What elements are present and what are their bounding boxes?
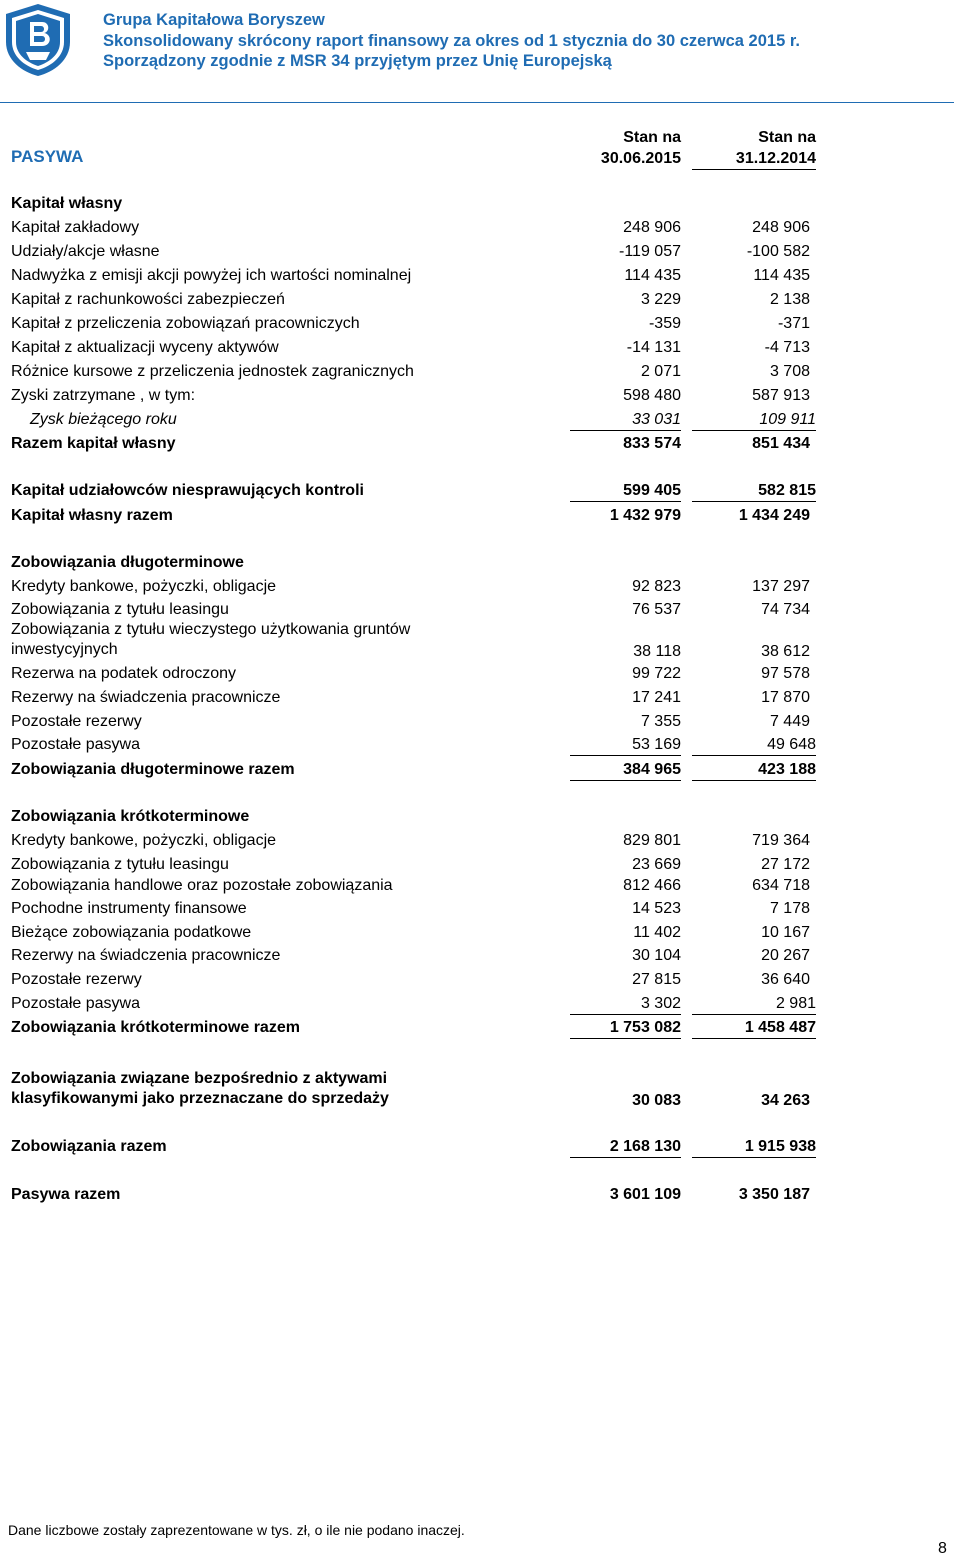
value-30-06-2015: 27 815 [632,971,681,988]
report-title: Skonsolidowany skrócony raport finansowy za okres od 1 stycznia do 30 czerwca 2015 r. [103,31,800,50]
value-30-06-2015: -14 131 [626,339,681,356]
value-31-12-2014: 34 263 [761,1092,810,1109]
row-label: Rezerwa na podatek odroczony [11,665,237,682]
value-30-06-2015: 114 435 [624,267,681,284]
value-30-06-2015: 23 669 [632,856,681,873]
value-31-12-2014: 20 267 [761,947,810,964]
row-label: Zobowiązania z tytułu wieczystego użytkowania gruntów inwestycyjnych [11,621,411,658]
value-31-12-2014: 1 915 938 [692,1137,816,1158]
value-31-12-2014: 423 188 [692,760,816,781]
table-row [0,946,960,968]
value-30-06-2015: 1 432 979 [609,507,681,524]
table-row [0,688,960,710]
table-row [0,855,960,877]
value-31-12-2014: 2 138 [769,291,810,308]
row-label: Zobowiązania z tytułu leasingu [11,601,229,618]
row-label: Rezerwy na świadczenia pracownicze [11,947,281,964]
value-30-06-2015: -359 [648,315,681,332]
row-label: Zobowiązania krótkoterminowe razem [11,1019,300,1036]
column-header-date: 30.06.2015 [600,150,681,167]
table-row [0,970,960,992]
row-label: Kredyty bankowe, pożyczki, obligacje [11,578,277,595]
value-30-06-2015: 17 241 [632,689,681,706]
table-row [0,923,960,945]
value-30-06-2015: -119 057 [619,243,681,260]
value-31-12-2014: 74 734 [761,601,810,618]
table-row [0,620,960,664]
value-31-12-2014: 97 578 [761,665,810,682]
value-30-06-2015: 30 083 [632,1092,681,1109]
value-31-12-2014: -4 713 [764,339,810,356]
row-label: Kredyty bankowe, pożyczki, obligacje [11,832,277,849]
column-header-label: Stan na [758,129,816,146]
row-label: Kapitał z aktualizacji wyceny aktywów [11,339,279,356]
row-label: Zobowiązania razem [11,1138,167,1155]
table-row [0,314,960,336]
value-30-06-2015: 92 823 [632,578,681,595]
table-row [0,362,960,384]
value-31-12-2014: 109 911 [692,410,816,431]
value-31-12-2014: 851 434 [752,435,810,452]
row-label: Udziały/akcje własne [11,243,160,260]
value-30-06-2015: 99 722 [632,665,681,682]
report-standard: Sporządzony zgodnie z MSR 34 przyjętym przez Unię Europejską [103,52,612,70]
value-31-12-2014: 3 708 [769,363,810,380]
row-label: Kapitał własny razem [11,507,173,524]
value-30-06-2015: 38 118 [633,643,681,660]
row-label: Rezerwy na świadczenia pracownicze [11,689,281,706]
table-row [0,218,960,240]
value-31-12-2014: -100 582 [746,243,810,260]
column-header-2015 [563,127,681,169]
row-label: Kapitał własny [11,195,123,212]
value-30-06-2015: 3 601 109 [609,1186,681,1203]
row-label: Pasywa razem [11,1186,121,1203]
table-row [0,1185,960,1207]
value-30-06-2015: 11 402 [633,924,681,941]
row-label: Zobowiązania związane bezpośrednio z aktywami klasyfikowanymi jako przeznaczane do sprzedaży [11,1070,389,1107]
value-31-12-2014: 1 434 249 [738,507,810,524]
value-31-12-2014: 634 718 [752,877,810,894]
column-header-date: 31.12.2014 [735,150,816,167]
table-row [0,338,960,360]
value-31-12-2014: 7 178 [769,900,810,917]
value-30-06-2015: 384 965 [570,760,681,781]
value-30-06-2015: 599 405 [570,481,681,502]
value-30-06-2015: 248 906 [623,219,681,236]
table-row [0,831,960,853]
value-30-06-2015: 53 169 [570,735,681,756]
table-row [0,760,960,782]
value-31-12-2014: 38 612 [761,643,810,660]
row-label: Zobowiązania długoterminowe [11,554,244,571]
footer-note: Dane liczbowe zostały zaprezentowane w tys. zł, o ile nie podano inaczej. [8,1522,465,1538]
row-label: Kapitał z przeliczenia zobowiązań pracowniczych [11,315,360,332]
row-label: Pozostałe pasywa [11,736,140,753]
row-label: Razem kapitał własny [11,435,176,452]
value-31-12-2014: 10 167 [761,924,810,941]
table-row [0,506,960,528]
table-row [0,242,960,264]
value-30-06-2015: 76 537 [632,601,681,618]
value-30-06-2015: 3 229 [640,291,681,308]
value-30-06-2015: 7 355 [640,713,681,730]
value-30-06-2015: 30 104 [632,947,681,964]
row-label: Zyski zatrzymane , w tym: [11,387,196,404]
value-31-12-2014: 2 981 [692,994,816,1015]
table-row [0,899,960,921]
row-label: Różnice kursowe z przeliczenia jednostek zagranicznych [11,363,414,380]
table-row [0,664,960,686]
company-name: Grupa Kapitałowa Boryszew [103,11,325,29]
value-31-12-2014: 248 906 [752,219,810,236]
table-row [0,410,960,432]
table-row [0,290,960,312]
row-label: Zobowiązania długoterminowe razem [11,761,295,778]
value-30-06-2015: 598 480 [623,387,681,404]
value-31-12-2014: 137 297 [752,578,810,595]
row-label: Kapitał z rachunkowości zabezpieczeń [11,291,285,308]
table-row [0,807,960,829]
value-31-12-2014: 719 364 [752,832,810,849]
table-row [0,1018,960,1040]
value-30-06-2015: 2 071 [640,363,681,380]
value-31-12-2014: 587 913 [752,387,810,404]
column-header-2014 [692,127,816,170]
row-label: Kapitał zakładowy [11,219,140,236]
header-divider [0,102,954,103]
table-row [0,266,960,288]
row-label: Zobowiązania z tytułu leasingu [11,856,229,873]
value-31-12-2014: 1 458 487 [692,1018,816,1039]
table-title: PASYWA [11,147,84,166]
value-30-06-2015: 1 753 082 [570,1018,681,1039]
table-row [0,1137,960,1159]
table-row [0,481,960,503]
table-row [0,434,960,456]
value-31-12-2014: 7 449 [769,713,810,730]
row-label: Pozostałe rezerwy [11,713,142,730]
value-31-12-2014: 49 648 [692,735,816,756]
table-row [0,600,960,622]
value-30-06-2015: 833 574 [623,435,681,452]
row-label: Bieżące zobowiązania podatkowe [11,924,252,941]
table-row [0,386,960,408]
value-31-12-2014: 36 640 [761,971,810,988]
value-31-12-2014: -371 [777,315,810,332]
value-30-06-2015: 2 168 130 [570,1137,681,1158]
table-row [0,712,960,734]
table-row [0,876,960,898]
value-31-12-2014: 114 435 [753,267,810,284]
value-30-06-2015: 829 801 [623,832,681,849]
value-30-06-2015: 812 466 [623,877,681,894]
table-row [0,1069,960,1113]
table-row [0,577,960,599]
page-number: 8 [938,1540,947,1557]
value-31-12-2014: 17 870 [761,689,810,706]
table-row [0,194,960,216]
row-label: Nadwyżka z emisji akcji powyżej ich wartości nominalnej [11,267,412,284]
row-label: Zysk bieżącego roku [30,411,177,428]
row-label: Pozostałe rezerwy [11,971,142,988]
table-row [0,553,960,575]
table-row [0,994,960,1016]
boryszew-shield-logo-icon [2,2,74,78]
row-label: Kapitał udziałowców niesprawujących kontroli [11,482,364,499]
value-31-12-2014: 582 815 [692,481,816,502]
value-30-06-2015: 3 302 [570,994,681,1015]
table-row [0,735,960,757]
value-31-12-2014: 27 172 [761,856,810,873]
row-label: Zobowiązania handlowe oraz pozostałe zobowiązania [11,877,393,894]
row-label: Pochodne instrumenty finansowe [11,900,247,917]
value-30-06-2015: 14 523 [632,900,681,917]
report-header [0,0,960,104]
row-label: Zobowiązania krótkoterminowe [11,808,250,825]
row-label: Pozostałe pasywa [11,995,140,1012]
header-text [103,10,800,72]
value-30-06-2015: 33 031 [570,410,681,431]
value-31-12-2014: 3 350 187 [738,1186,810,1203]
column-header-label: Stan na [623,129,681,146]
